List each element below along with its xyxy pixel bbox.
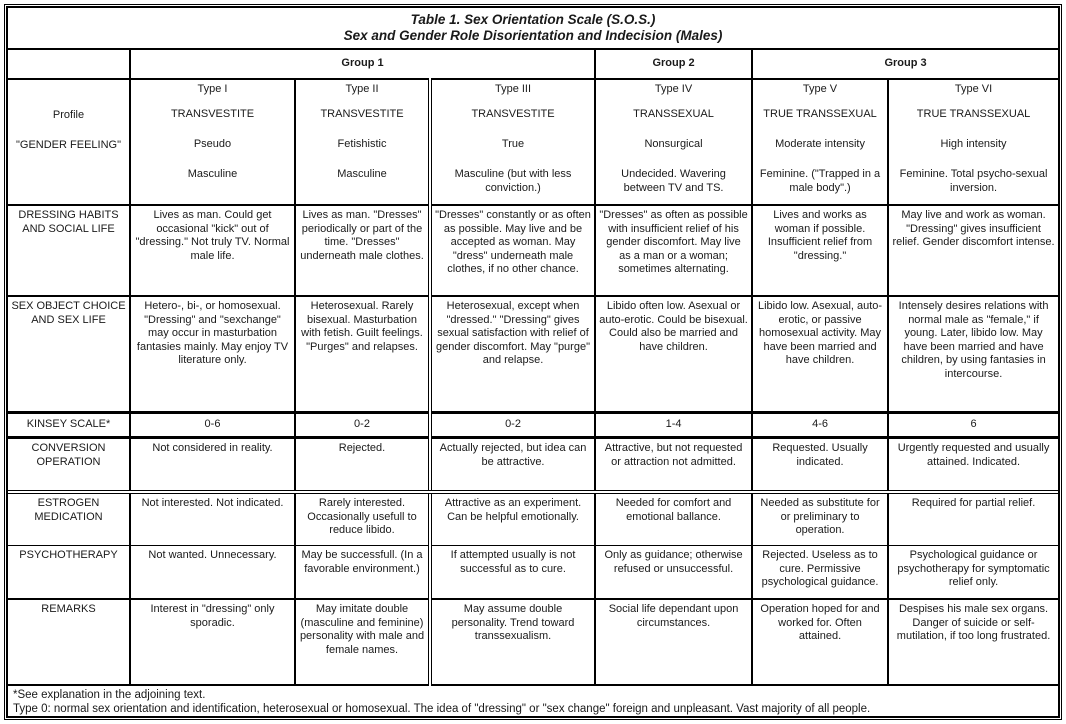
group-header-empty-cell <box>8 50 130 79</box>
cell: Attractive, but not requested or attraction not admitted. <box>595 438 752 493</box>
cell: Social life dependant upon circumstances. <box>595 599 752 685</box>
cell: Not considered in reality. <box>130 438 295 493</box>
cell: May be successfull. (In a favorable environment.) <box>295 546 430 600</box>
cell: May live and work as woman. "Dressing" gives insufficient relief. Gender discomfort intense. <box>888 205 1058 296</box>
group-header-row <box>8 50 1058 79</box>
table-row-dressing <box>8 205 1058 296</box>
table-row-psychotherapy <box>8 546 1058 600</box>
row-label-profile <box>8 79 130 205</box>
cell: Lives and works as woman if possible. Insufficient relief from "dressing." <box>752 205 888 296</box>
table-title-line2: Sex and Gender Role Disorientation and Indecision (Males) <box>343 28 723 43</box>
cell: Lives as man. "Dresses" periodically or part of the time. "Dresses" underneath male clothes. <box>295 205 430 296</box>
table-outer-frame <box>4 4 1062 720</box>
cell: "Dresses" constantly or as often as possible. May live and be accepted as woman. May "dress" underneath male clothes, if no other chance. <box>430 205 595 296</box>
cell: Rejected. Useless as to cure. Permissive psychological guidance. <box>752 546 888 600</box>
table-row-remarks <box>8 599 1058 685</box>
cell: 1-4 <box>595 413 752 438</box>
cell: Psychological guidance or psychotherapy for symptomatic relief only. <box>888 546 1058 600</box>
row-label-kinsey: KINSEY SCALE* <box>8 413 130 438</box>
row-label-dressing: DRESSING HABITS AND SOCIAL LIFE <box>8 205 130 296</box>
table-title-line1: Table 1. Sex Orientation Scale (S.O.S.) <box>410 12 656 27</box>
profile-cell-type1: Type I TRANSVESTITE Pseudo Masculine <box>130 79 295 205</box>
cell: May imitate double (masculine and feminine) personality with male and female names. <box>295 599 430 685</box>
cell: Not interested. Not indicated. <box>130 492 295 546</box>
cell: Libido often low. Asexual or auto-erotic. Could be bisexual. Could also be married and have children. <box>595 296 752 413</box>
cell: Not wanted. Unnecessary. <box>130 546 295 600</box>
profile-row <box>8 79 1058 205</box>
cell: Libido low. Asexual, auto-erotic, or passive homosexual activity. May have been married and have children. <box>752 296 888 413</box>
row-label-sex-object: SEX OBJECT CHOICE AND SEX LIFE <box>8 296 130 413</box>
cell: 0-6 <box>130 413 295 438</box>
cell: 6 <box>888 413 1058 438</box>
group-3-header: Group 3 <box>752 50 1058 79</box>
row-label-remarks: REMARKS <box>8 599 130 685</box>
cell: Actually rejected, but idea can be attractive. <box>430 438 595 493</box>
footnote-cell <box>8 685 1058 718</box>
cell: Urgently requested and usually attained. Indicated. <box>888 438 1058 493</box>
profile-cell-type5: Type V TRUE TRANSSEXUAL Moderate intensity Feminine. ("Trapped in a male body".) <box>752 79 888 205</box>
cell: If attempted usually is not successful as to cure. <box>430 546 595 600</box>
footnote-row <box>8 685 1058 718</box>
cell: 4-6 <box>752 413 888 438</box>
table-row-estrogen <box>8 492 1058 546</box>
table-title-block <box>8 8 1058 50</box>
cell: Required for partial relief. <box>888 492 1058 546</box>
cell: Rejected. <box>295 438 430 493</box>
profile-cell-type4: Type IV TRANSSEXUAL Nonsurgical Undecided. Wavering between TV and TS. <box>595 79 752 205</box>
profile-label-line2: "GENDER FEELING" <box>16 139 121 151</box>
cell: Hetero-, bi-, or homosexual. "Dressing" and "sexchange" may occur in masturbation fantasies mainly. May enjoy TV literature only. <box>130 296 295 413</box>
table-inner-frame <box>6 6 1060 718</box>
cell: Lives as man. Could get occasional "kick" out of "dressing." Not truly TV. Normal male life. <box>130 205 295 296</box>
cell: Heterosexual, except when "dressed." "Dressing" gives sexual satisfaction with relief of gender discomfort. May "purge" and relapse. <box>430 296 595 413</box>
footnote-line1: *See explanation in the adjoining text. <box>13 689 206 701</box>
cell: Only as guidance; otherwise refused or unsuccessful. <box>595 546 752 600</box>
profile-label-line1: Profile <box>52 109 85 121</box>
cell: Operation hoped for and worked for. Often attained. <box>752 599 888 685</box>
cell: May assume double personality. Trend toward transsexualism. <box>430 599 595 685</box>
cell: 0-2 <box>430 413 595 438</box>
row-label-estrogen: ESTROGEN MEDICATION <box>8 492 130 546</box>
table-row-conversion <box>8 438 1058 493</box>
group-1-header: Group 1 <box>130 50 595 79</box>
cell: Needed as substitute for or preliminary to operation. <box>752 492 888 546</box>
cell: Needed for comfort and emotional ballance. <box>595 492 752 546</box>
cell: "Dresses" as often as possible with insufficient relief of his gender discomfort. May live as a man or a woman; sometimes alternating. <box>595 205 752 296</box>
cell: Requested. Usually indicated. <box>752 438 888 493</box>
cell: 0-2 <box>295 413 430 438</box>
cell: Interest in "dressing" only sporadic. <box>130 599 295 685</box>
group-2-header: Group 2 <box>595 50 752 79</box>
table-row-kinsey <box>8 413 1058 438</box>
row-label-conversion: CONVERSION OPERATION <box>8 438 130 493</box>
profile-cell-type2: Type II TRANSVESTITE Fetishistic Masculine <box>295 79 430 205</box>
profile-cell-type6: Type VI TRUE TRANSSEXUAL High intensity Feminine. Total psycho-sexual inversion. <box>888 79 1058 205</box>
footnote-line2: Type 0: normal sex orientation and identification, heterosexual or homosexual. The idea of "dressing" or "sex change" foreign and unpleasant. Vast majority of all people. <box>13 703 871 715</box>
cell: Attractive as an experiment. Can be helpful emotionally. <box>430 492 595 546</box>
cell: Despises his male sex organs. Danger of suicide or self-mutilation, if too long frustrated. <box>888 599 1058 685</box>
profile-cell-type3: Type III TRANSVESTITE True Masculine (but with less conviction.) <box>430 79 595 205</box>
sex-orientation-scale-table <box>8 50 1058 718</box>
table-row-sex-object <box>8 296 1058 413</box>
cell: Rarely interested. Occasionally usefull to reduce libido. <box>295 492 430 546</box>
cell: Heterosexual. Rarely bisexual. Masturbation with fetish. Guilt feelings. "Purges" and relapses. <box>295 296 430 413</box>
cell: Intensely desires relations with normal male as "female," if young. Later, libido low. May have been married and have children, by using fantasies in intercourse. <box>888 296 1058 413</box>
row-label-psychotherapy: PSYCHOTHERAPY <box>8 546 130 600</box>
